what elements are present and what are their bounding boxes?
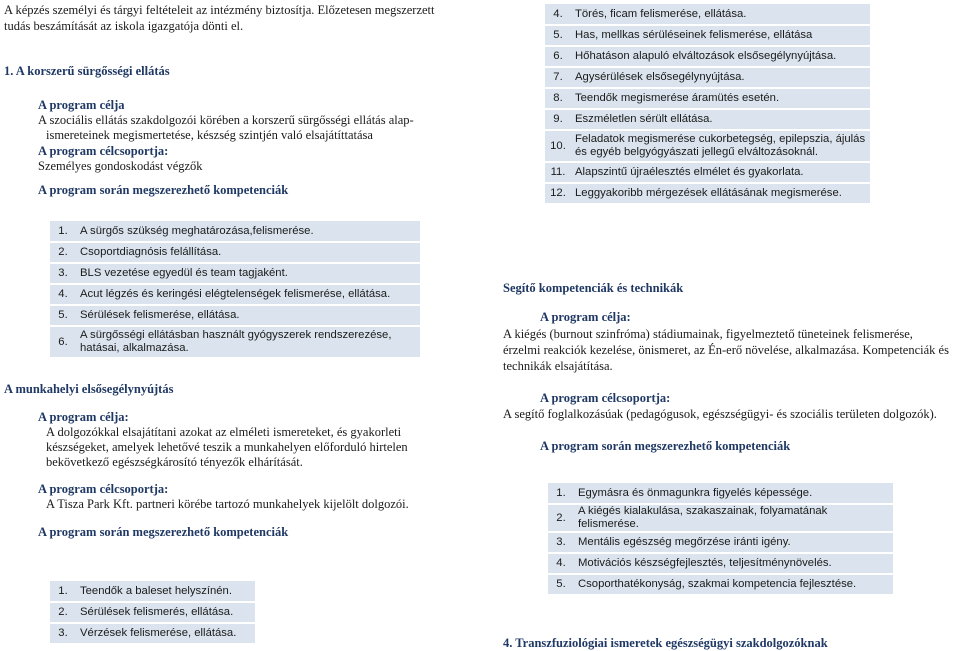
table-row — [50, 284, 420, 305]
item-text: Egymásra és önmagunkra figyelés képessége. — [574, 483, 893, 504]
table-row — [50, 602, 255, 623]
section-2-heading: A munkahelyi elsősegélynyújtás — [4, 382, 174, 396]
section-3-competencies-label: A program során megszerezhető kompetenciák — [540, 439, 791, 453]
table-row — [50, 221, 420, 242]
table-row — [548, 532, 893, 553]
section-2-goal-label: A program célja: — [38, 410, 129, 424]
item-text: Has, mellkas sérüléseinek felismerése, ellátása — [571, 25, 870, 46]
table-row — [545, 46, 870, 67]
item-text: Hőhatáson alapuló elváltozások elsősegélynyújtása. — [571, 46, 870, 67]
item-text: Teendők megismerése áramütés esetén. — [571, 88, 870, 109]
section-2-competency-table — [50, 581, 255, 645]
item-number: 7. — [545, 67, 571, 88]
item-text: Vérzések felismerése, ellátása. — [76, 623, 255, 644]
item-number: 9. — [545, 109, 571, 130]
item-number: 1. — [50, 221, 76, 242]
item-number: 3. — [50, 263, 76, 284]
section-3-goal-text: A kiégés (burnout szinfróma) stádiumainak, figyelmeztető tüneteinek felismerése, érzelmi reakciók kezelése, önismeret, az Én-erő növelése, alkalmazása. Kompetenciák és technikák elsajátítása. — [503, 327, 949, 373]
item-text: Csoporthatékonyság, szakmai kompetencia fejlesztése. — [574, 574, 893, 595]
item-text: Mentális egészség megőrzése iránti igény. — [574, 532, 893, 553]
section-3-competency-table — [548, 483, 893, 596]
item-number: 2. — [50, 242, 76, 263]
table-row — [50, 242, 420, 263]
table-row — [545, 130, 870, 162]
item-text: Motivációs készségfejlesztés, teljesítménynövelés. — [574, 553, 893, 574]
section-2-goal-line-1: A dolgozókkal elsajátítani azokat az elméleti ismereteket, és gyakorleti — [46, 425, 402, 439]
section-1-target-label: A program célcsoportja: — [38, 144, 169, 158]
section-2-goal-line-3: bekövetkező egészségkárosító tényezők elhárítását. — [46, 455, 303, 469]
section-3-target-label: A program célcsoportja: — [540, 391, 671, 405]
item-number: 3. — [548, 532, 574, 553]
section-3-goal-label: A program célja: — [540, 310, 631, 324]
table-row — [545, 25, 870, 46]
table-row — [545, 67, 870, 88]
table-row — [548, 574, 893, 595]
item-number: 6. — [545, 46, 571, 67]
section-1-goal-line-1: A szociális ellátás szakdolgozói körében a korszerű sürgősségi ellátás alap- — [38, 113, 414, 127]
item-number: 12. — [545, 183, 571, 204]
item-number: 6. — [50, 326, 76, 358]
item-text: Eszméletlen sérült ellátása. — [571, 109, 870, 130]
item-number: 2. — [548, 504, 574, 532]
item-number: 5. — [545, 25, 571, 46]
section-1-goal-label: A program célja — [38, 98, 125, 112]
intro-line-1: A képzés személyi és tárgyi feltételeit az intézmény biztosítja. Előzetesen megszerzett — [4, 3, 435, 17]
section-1-continued-table — [545, 4, 870, 205]
section-1-competency-table — [50, 221, 420, 359]
item-text: Feladatok megismerése cukorbetegség, epilepszia, ájulás és egyéb belgyógyászati jellegű elváltozásoknál. — [571, 130, 870, 162]
section-1-heading: 1. A korszerű sürgősségi ellátás — [4, 64, 170, 78]
item-number: 10. — [545, 130, 571, 162]
item-text: Alapszintű újraélesztés elmélet és gyakorlata. — [571, 162, 870, 183]
section-3-heading: Segítő kompetenciák és technikák — [503, 281, 684, 295]
item-number: 8. — [545, 88, 571, 109]
item-number: 4. — [50, 284, 76, 305]
item-number: 1. — [548, 483, 574, 504]
section-1-goal-line-2: ismereteinek megismertetése, készség szintjén való elsajátíttatása — [46, 128, 373, 142]
table-row — [548, 553, 893, 574]
table-row — [50, 326, 420, 358]
item-number: 3. — [50, 623, 76, 644]
item-text: Törés, ficam felismerése, ellátása. — [571, 4, 870, 25]
table-row — [548, 504, 893, 532]
item-text: BLS vezetése egyedül és team tagjaként. — [76, 263, 420, 284]
item-text: Teendők a baleset helyszínén. — [76, 581, 255, 602]
item-number: 2. — [50, 602, 76, 623]
table-row — [545, 183, 870, 204]
section-2-target-text: A Tisza Park Kft. partneri körébe tartozó munkahelyek kijelölt dolgozói. — [46, 497, 409, 511]
section-3-target-text: A segítő foglalkozásúak (pedagógusok, egészségügyi- és szociális területen dolgozók). — [503, 407, 937, 421]
section-4-heading: 4. Transzfuziológiai ismeretek egészségügyi szakdolgozóknak — [503, 636, 828, 650]
table-row — [50, 581, 255, 602]
section-2-competencies-label: A program során megszerezhető kompetenciák — [38, 525, 289, 539]
section-2-goal-line-2: készségeket, amelyek lehetővé teszik a munkahelyen előforduló hirtelen — [46, 440, 408, 454]
item-text: A sürgős szükség meghatározása,felismerése. — [76, 221, 420, 242]
item-text: Acut légzés és keringési elégtelenségek felismerése, ellátása. — [76, 284, 420, 305]
item-number: 11. — [545, 162, 571, 183]
section-1-target-text: Személyes gondoskodást végzők — [38, 159, 203, 173]
item-number: 1. — [50, 581, 76, 602]
item-number: 5. — [50, 305, 76, 326]
item-number: 4. — [545, 4, 571, 25]
table-row — [50, 263, 420, 284]
item-number: 5. — [548, 574, 574, 595]
table-row — [545, 88, 870, 109]
item-text: Sérülések felismerése, ellátása. — [76, 305, 420, 326]
item-text: Agysérülések elsősegélynyújtása. — [571, 67, 870, 88]
item-text: Sérülések felismerés, ellátása. — [76, 602, 255, 623]
table-row — [545, 162, 870, 183]
item-text: A kiégés kialakulása, szakaszainak, folyamatának felismerése. — [574, 504, 893, 532]
item-text: A sürgősségi ellátásban használt gyógyszerek rendszerezése, hatásai, alkalmazása. — [76, 326, 420, 358]
table-row — [50, 623, 255, 644]
item-text: Leggyakoribb mérgezések ellátásának megismerése. — [571, 183, 870, 204]
item-text: Csoportdiagnósis felállítása. — [76, 242, 420, 263]
intro-line-2: tudás beszámítását az iskola igazgatója dönti el. — [4, 19, 244, 33]
section-1-competencies-label: A program során megszerezhető kompetenciák — [38, 183, 289, 197]
table-row — [50, 305, 420, 326]
table-row — [545, 109, 870, 130]
table-row — [548, 483, 893, 504]
section-2-target-label: A program célcsoportja: — [38, 482, 169, 496]
table-row — [545, 4, 870, 25]
item-number: 4. — [548, 553, 574, 574]
